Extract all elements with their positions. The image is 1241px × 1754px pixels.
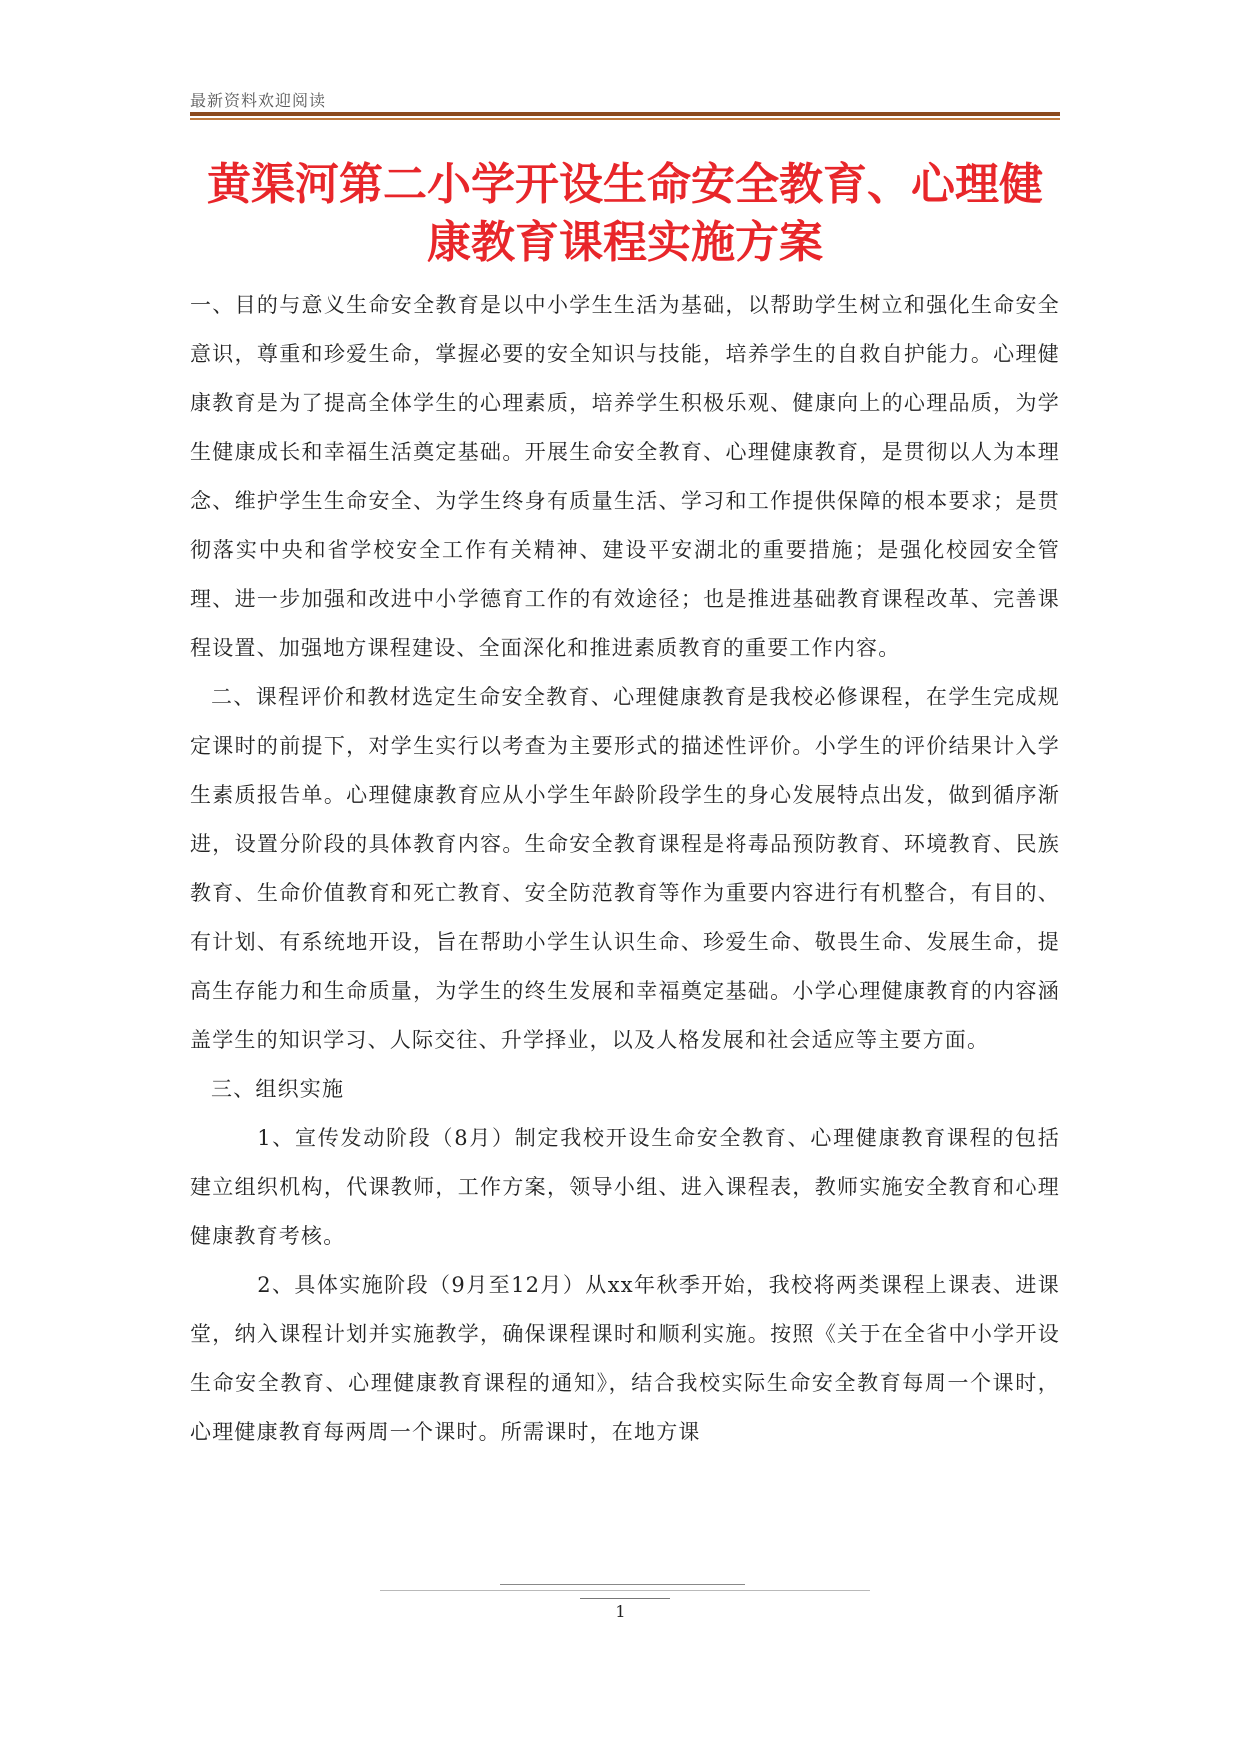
paragraph-purpose: 一、目的与意义生命安全教育是以中小学生生活为基础，以帮助学生树立和强化生命安全意识，尊重和珍爱生命，掌握必要的安全知识与技能，培养学生的自救自护能力。心理健康教育是为了提高全体学生的心理素质，培养学生积极乐观、健康向上的心理品质，为学生健康成长和幸福生活奠定基础。开展生命安全教育、心理健康教育，是贯彻以人为本理念、维护学生生命安全、为学生终身有质量生活、学习和工作提供保障的根本要求；是贯彻落实中央和省学校安全工作有关精神、建设平安湖北的重要措施；是强化校园安全管理、进一步加强和改进中小学德育工作的有效途径；也是推进基础教育课程改革、完善课程设置、加强地方课程建设、全面深化和推进素质教育的重要工作内容。 [190, 293, 1060, 660]
document-title: 黄渠河第二小学开设生命安全教育、心理健康教育课程实施方案 [207, 159, 1043, 268]
document-body [190, 281, 1060, 1457]
paragraph-evaluation: 二、课程评价和教材选定生命安全教育、心理健康教育是我校必修课程，在学生完成规定课时的前提下，对学生实行以考查为主要形式的描述性评价。小学生的评价结果计入学生素质报告单。心理健康教育应从小学生年龄阶段学生的身心发展特点出发，做到循序渐进，设置分阶段的具体教育内容。生命安全教育课程是将毒品预防教育、环境教育、民族教育、生命价值教育和死亡教育、安全防范教育等作为重要内容进行有机整合，有目的、有计划、有系统地开设，旨在帮助小学生认识生命、珍爱生命、敬畏生命、发展生命，提高生存能力和生命质量，为学生的终生发展和幸福奠定基础。小学心理健康教育的内容涵盖学生的知识学习、人际交往、升学择业，以及人格发展和社会适应等主要方面。 [190, 685, 1060, 1052]
header-divider [190, 112, 1060, 120]
paragraph-implementation-heading: 三、组织实施 [211, 1077, 345, 1101]
page-number: 1 [615, 1602, 626, 1621]
paragraph-stage-2: 2、具体实施阶段（9月至12月）从xx年秋季开始，我校将两类课程上课表、进课堂，纳入课程计划并实施教学，确保课程课时和顺利实施。按照《关于在全省中小学开设生命安全教育、心理健康教育课程的通知》，结合我校实际生命安全教育每周一个课时，心理健康教育每两周一个课时。所需课时，在地方课 [190, 1273, 1060, 1444]
paragraph-stage-1: 1、宣传发动阶段（8月）制定我校开设生命安全教育、心理健康教育课程的包括建立组织机构，代课教师，工作方案，领导小组、进入课程表，教师实施安全教育和心理健康教育考核。 [190, 1126, 1060, 1248]
running-header: 最新资料欢迎阅读 [190, 91, 327, 110]
